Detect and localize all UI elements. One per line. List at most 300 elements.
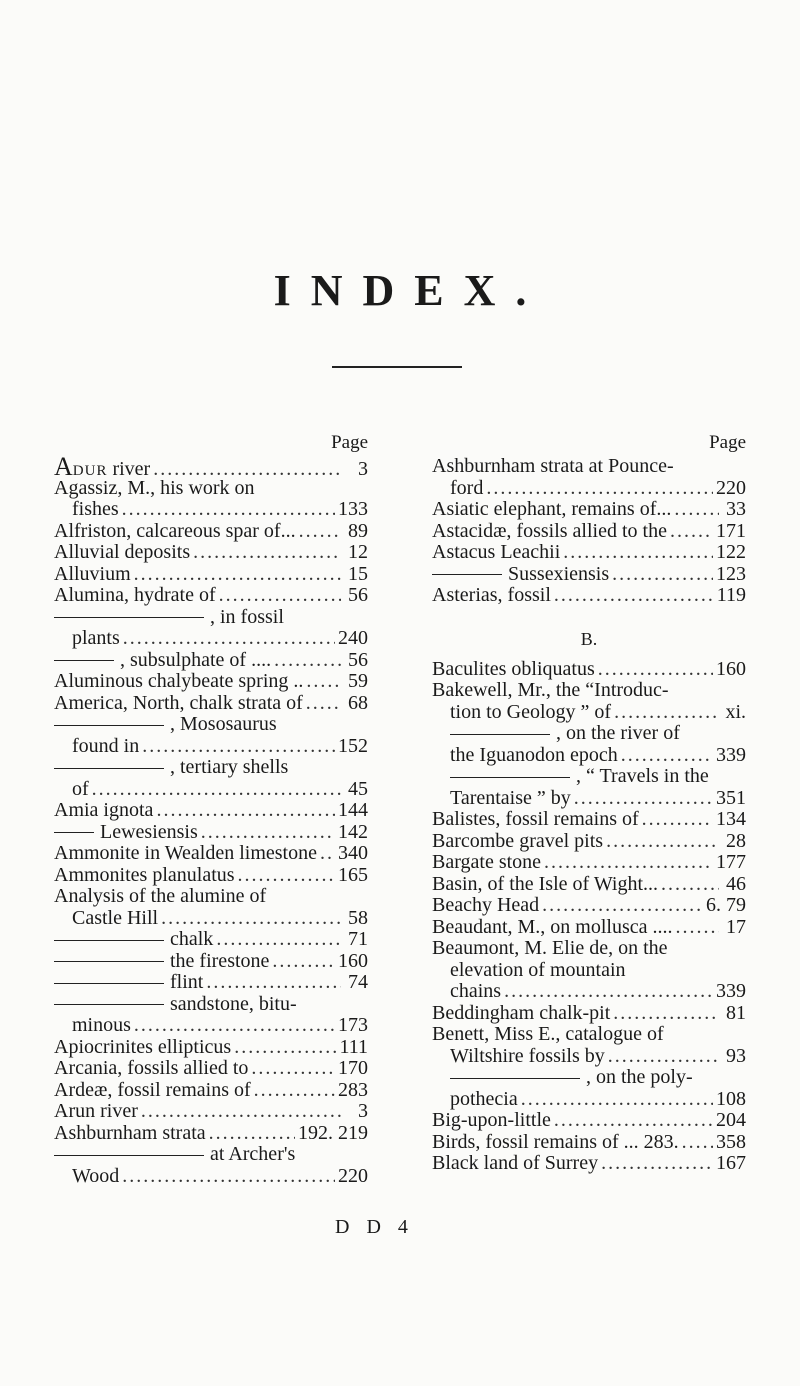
- index-entry: [54, 452, 368, 481]
- dot-leader: [676, 917, 719, 939]
- entry-text: [432, 564, 609, 586]
- entry-text: [432, 895, 539, 917]
- page-number: 122: [716, 541, 746, 563]
- entry-text: [54, 994, 297, 1016]
- page-number: 108: [716, 1087, 746, 1110]
- small-caps-word: DUR: [72, 463, 108, 479]
- dot-leader: [201, 822, 335, 844]
- entry-label: Ashburnham strata: [54, 1121, 206, 1144]
- dot-leader: [606, 831, 719, 853]
- index-entry: [432, 745, 746, 767]
- dot-leader: [206, 972, 341, 994]
- dot-leader: [123, 628, 335, 650]
- dot-leader: [614, 702, 719, 724]
- dot-leader: [92, 779, 341, 801]
- entry-label: Balistes, fossil remains of: [432, 808, 639, 830]
- entry-text: [72, 736, 139, 758]
- entry-text: [54, 929, 213, 951]
- dot-leader: [161, 908, 341, 930]
- entry-text: [54, 1123, 206, 1145]
- entry-label: Wood: [72, 1164, 120, 1187]
- index-entry: [54, 671, 368, 693]
- index-entry: [54, 1015, 368, 1037]
- entry-text: [432, 585, 551, 607]
- index-entry: [432, 542, 746, 564]
- entry-text: [72, 1166, 119, 1188]
- entry-text: [432, 1153, 598, 1175]
- dot-leader: [122, 1166, 335, 1188]
- ditto-dash: [450, 1078, 580, 1079]
- dot-leader: [238, 865, 335, 887]
- page-number: 119: [716, 584, 746, 606]
- index-entry: [54, 478, 368, 500]
- dot-leader: [142, 736, 335, 758]
- entry-label: plants: [72, 627, 120, 649]
- entry-label: Ashburnham strata at Pounce-: [432, 455, 674, 477]
- index-entry: [54, 1166, 368, 1188]
- entry-text: [450, 981, 501, 1003]
- page-number: 93: [726, 1044, 746, 1067]
- entry-label: Baculites obliquatus: [432, 657, 595, 680]
- ditto-dash: [54, 1155, 204, 1156]
- entry-text: [450, 766, 709, 788]
- page-number: 134: [716, 808, 746, 830]
- index-entry: [432, 1132, 746, 1154]
- entry-label: Amia ignota: [54, 799, 154, 821]
- page-number: 358: [716, 1130, 746, 1153]
- index-entry: [432, 981, 746, 1003]
- entry-label: Aluminous chalybeate spring ..: [54, 670, 304, 692]
- dot-leader: [251, 1058, 335, 1080]
- entry-label: Asterias, fossil: [432, 584, 551, 606]
- entry-text: [432, 521, 667, 543]
- index-entry: [54, 542, 368, 564]
- entry-text: [54, 1037, 231, 1059]
- entry-label: found in: [72, 734, 140, 757]
- entry-text: [54, 542, 190, 564]
- index-entry: [432, 1046, 746, 1068]
- page-number: 12: [348, 541, 368, 563]
- index-entry: [432, 564, 746, 586]
- entry-text: [54, 800, 153, 822]
- index-entry: [54, 1058, 368, 1080]
- index-entry: [54, 499, 368, 521]
- entry-label: Bakewell, Mr., the “Introduc-: [432, 679, 669, 701]
- dot-leader: [554, 585, 714, 607]
- index-entry: [54, 886, 368, 908]
- page-number: 171: [716, 519, 746, 542]
- ditto-dash: [54, 725, 164, 726]
- entry-label: Ammonites planulatus: [54, 863, 235, 886]
- page-number: 204: [716, 1109, 746, 1131]
- title-rule: [332, 366, 462, 368]
- section-heading-b: B.: [580, 628, 598, 649]
- page-number: 123: [716, 562, 746, 585]
- entry-text: [54, 650, 271, 672]
- entry-label: Benett, Miss E., catalogue of: [432, 1023, 664, 1045]
- index-entry: [54, 1144, 368, 1166]
- index-entry: [432, 499, 746, 521]
- entry-text: [432, 917, 673, 939]
- entry-label: Apiocrinites ellipticus: [54, 1035, 232, 1058]
- index-entry: [54, 564, 368, 586]
- entry-label: Beaudant, M., on mollusca ....: [432, 915, 673, 938]
- entry-text: [450, 788, 571, 810]
- entry-text: [450, 1067, 693, 1089]
- entry-label: Ammonite in Wealden limestone: [54, 842, 317, 864]
- entry-label: Astacus Leachii: [432, 541, 561, 563]
- dot-leader: [320, 843, 335, 865]
- entry-text: [54, 564, 131, 586]
- entry-text: [432, 456, 674, 478]
- entry-text: [432, 499, 671, 521]
- page-number: 165: [338, 863, 368, 886]
- entry-label: Black land of Surrey: [432, 1152, 599, 1174]
- entry-text: [432, 659, 595, 681]
- index-entry: [432, 831, 746, 853]
- page-number: 71: [348, 928, 368, 950]
- entry-label: Beaumont, M. Elie de, on the: [432, 937, 668, 959]
- entry-text: [54, 757, 288, 779]
- entry-text: [432, 831, 603, 853]
- index-entry: [432, 874, 746, 896]
- entry-label: Arcania, fossils allied to: [54, 1057, 249, 1079]
- page-number: 111: [339, 1035, 368, 1058]
- index-entry: [432, 680, 746, 702]
- entry-text: [54, 1058, 248, 1080]
- right-column: [432, 432, 746, 1175]
- entry-label: chains: [450, 980, 502, 1002]
- entry-label: sandstone, bitu-: [170, 992, 297, 1015]
- entry-text: [72, 499, 119, 521]
- ditto-dash: [54, 983, 164, 984]
- ditto-dash: [54, 768, 164, 769]
- page-number: 3: [358, 1100, 368, 1122]
- entry-text: [54, 1080, 251, 1102]
- index-entry: [54, 693, 368, 715]
- entry-text: [54, 822, 198, 844]
- entry-label: fishes: [72, 498, 119, 520]
- entry-label: Big-upon-little: [432, 1109, 551, 1131]
- entry-label: , Mososaurus: [170, 713, 277, 735]
- index-entry: [54, 843, 368, 865]
- index-entry: [54, 757, 368, 779]
- entry-text: [54, 1101, 138, 1123]
- index-entry: [54, 865, 368, 887]
- index-entry: [432, 917, 746, 939]
- entry-label: America, North, chalk strata of: [54, 691, 303, 714]
- page-number: 33: [726, 498, 746, 520]
- dot-leader: [563, 542, 713, 564]
- entry-text: [432, 680, 669, 702]
- dot-leader: [674, 499, 719, 521]
- index-entry: [54, 972, 368, 994]
- ditto-dash: [54, 660, 114, 661]
- entry-label: Agassiz, M., his work on: [54, 476, 255, 499]
- index-entry: [432, 456, 746, 478]
- index-entry: [432, 960, 746, 982]
- page-number: 3: [358, 458, 368, 480]
- page-number: 17: [726, 915, 746, 938]
- dot-leader: [254, 1080, 335, 1102]
- ditto-dash: [54, 832, 94, 833]
- index-entry: [432, 788, 746, 810]
- entry-label: Castle Hill: [72, 906, 159, 929]
- entry-label: Birds, fossil remains of ... 283.: [432, 1130, 679, 1153]
- dot-leader: [682, 1132, 713, 1154]
- ditto-dash: [54, 961, 164, 962]
- entry-text: [54, 478, 255, 500]
- entry-text: [432, 874, 658, 896]
- entry-label: Alfriston, calcareous spar of...: [54, 519, 296, 542]
- entry-text: [54, 693, 303, 715]
- index-entry: [54, 1037, 368, 1059]
- index-entry: [432, 766, 746, 788]
- entry-label: , “ Travels in the: [576, 765, 709, 787]
- dot-leader: [141, 1101, 341, 1123]
- page-number: 142: [338, 820, 368, 843]
- entry-text: [432, 1024, 664, 1046]
- left-column: [54, 432, 368, 1187]
- entry-text: [54, 714, 277, 736]
- entry-label: , in fossil: [210, 605, 284, 628]
- index-entry: [54, 994, 368, 1016]
- index-entry: [432, 1003, 746, 1025]
- index-entry: [432, 585, 746, 607]
- index-entry: [54, 1080, 368, 1102]
- page-number: 340: [338, 842, 368, 864]
- dot-leader: [209, 1123, 295, 1145]
- entry-label: elevation of mountain: [450, 958, 626, 981]
- entry-text: [432, 809, 639, 831]
- page-number: xi.: [725, 700, 746, 723]
- dot-leader: [661, 874, 719, 896]
- ditto-dash: [432, 574, 502, 575]
- page-number: 283: [338, 1078, 368, 1101]
- page-number: 160: [338, 949, 368, 972]
- page-number: 339: [716, 980, 746, 1002]
- ditto-dash: [54, 617, 204, 618]
- entry-label: , on the river of: [556, 722, 680, 744]
- index-entry: [54, 628, 368, 650]
- entry-label: Beddingham chalk-pit: [432, 1001, 611, 1024]
- entry-label: the Iguanodon epoch: [450, 743, 618, 766]
- entry-text: [72, 779, 89, 801]
- entry-text: [72, 908, 158, 930]
- index-entry: [54, 800, 368, 822]
- index-entry: [54, 714, 368, 736]
- entry-text: [450, 1046, 605, 1068]
- entry-text: [54, 585, 216, 607]
- entry-label: Basin, of the Isle of Wight...: [432, 872, 659, 895]
- page-number: 152: [338, 734, 368, 757]
- index-entry: [54, 908, 368, 930]
- page-number: 89: [348, 519, 368, 542]
- entry-label: Arun river: [54, 1100, 138, 1122]
- index-entry: [54, 779, 368, 801]
- page-column-header: Page: [709, 432, 746, 453]
- dot-leader: [122, 499, 335, 521]
- dot-leader: [504, 981, 713, 1003]
- page-number: 351: [716, 786, 746, 809]
- page-number: 56: [348, 584, 368, 606]
- index-entry: [54, 521, 368, 543]
- dot-leader: [601, 1153, 713, 1175]
- entry-label: Sussexiensis: [508, 562, 610, 585]
- dot-leader: [134, 564, 341, 586]
- entry-text: [432, 1110, 551, 1132]
- dot-leader: [574, 788, 713, 810]
- entry-label: Astacidæ, fossils allied to the: [432, 519, 667, 542]
- entry-text: [450, 1089, 518, 1111]
- entry-label: Ardeæ, fossil remains of: [54, 1078, 251, 1101]
- page-number: 339: [716, 743, 746, 766]
- entry-label: , tertiary shells: [170, 756, 289, 778]
- entry-text: [450, 960, 626, 982]
- index-entry: [54, 951, 368, 973]
- entry-text: [450, 702, 611, 724]
- dot-leader: [486, 478, 713, 500]
- page-number: 56: [348, 648, 368, 671]
- page-number: 170: [338, 1057, 368, 1079]
- page-number: 15: [348, 562, 368, 585]
- index-entry: [432, 659, 746, 681]
- index-entry: [432, 1024, 746, 1046]
- entry-text: [450, 478, 483, 500]
- dot-leader: [299, 521, 341, 543]
- page-number: 177: [716, 851, 746, 873]
- entry-text: [450, 745, 618, 767]
- dot-leader: [193, 542, 341, 564]
- entry-label: Barcombe gravel pits: [432, 829, 604, 852]
- entry-label: flint: [170, 971, 204, 993]
- page-number: 46: [726, 872, 746, 895]
- page-number: 220: [338, 1164, 368, 1187]
- entry-label: , on the poly-: [586, 1066, 693, 1088]
- index-entry: [54, 650, 368, 672]
- entry-label: Alluvium: [54, 562, 131, 585]
- right-entries-a: [432, 456, 746, 607]
- dot-leader: [219, 585, 341, 607]
- entry-text: [450, 723, 680, 745]
- entry-label: Asiatic elephant, remains of...: [432, 498, 672, 520]
- dot-leader: [642, 809, 713, 831]
- dot-leader: [306, 693, 341, 715]
- entry-label: Beachy Head: [432, 894, 540, 916]
- entry-label: Alumina, hydrate of: [54, 584, 216, 606]
- dot-leader: [134, 1015, 335, 1037]
- index-entry: [432, 852, 746, 874]
- dot-leader: [272, 951, 335, 973]
- entry-text: [432, 938, 668, 960]
- dot-leader: [670, 521, 713, 543]
- entry-text: [54, 865, 235, 887]
- index-entry: [54, 585, 368, 607]
- dot-leader: [234, 1037, 336, 1059]
- index-entry: [54, 929, 368, 951]
- page-column-header: Page: [331, 432, 368, 453]
- entry-text: [432, 1003, 610, 1025]
- entry-label: at Archer's: [210, 1143, 296, 1165]
- entry-label: tion to Geology ” of: [450, 700, 612, 723]
- index-entry: [432, 521, 746, 543]
- entry-text: [54, 972, 203, 994]
- dot-leader: [598, 659, 713, 681]
- entry-label: chalk: [170, 928, 214, 950]
- dot-leader: [608, 1046, 719, 1068]
- index-entry: [432, 938, 746, 960]
- dot-leader: [621, 745, 713, 767]
- page-number: 58: [348, 906, 368, 929]
- entry-label: river: [112, 458, 151, 480]
- dot-leader: [612, 564, 713, 586]
- page-number: 173: [338, 1014, 368, 1036]
- page-number: 144: [338, 799, 368, 821]
- page-number: 81: [726, 1001, 746, 1024]
- entry-text: [54, 671, 303, 693]
- entry-label: Bargate stone: [432, 851, 542, 873]
- entry-label: Tarentaise ” by: [450, 786, 571, 809]
- entry-text: [54, 607, 284, 629]
- entry-text: [432, 542, 560, 564]
- dot-leader: [274, 650, 341, 672]
- index-entry: [54, 736, 368, 758]
- page-number: 74: [348, 971, 368, 993]
- page-number: 68: [348, 691, 368, 714]
- index-title: INDEX.: [273, 266, 547, 315]
- index-entry: [432, 723, 746, 745]
- dot-leader: [521, 1089, 713, 1111]
- index-entry: [432, 809, 746, 831]
- page-number: 6. 79: [706, 894, 746, 916]
- index-entry: [54, 822, 368, 844]
- entry-label: , subsulphate of ....: [120, 648, 272, 671]
- entry-text: [72, 628, 120, 650]
- index-entry: [432, 1110, 746, 1132]
- right-entries-b: [432, 659, 746, 1175]
- index-entry: [54, 1101, 368, 1123]
- ditto-dash: [54, 940, 164, 941]
- entry-label: Wiltshire fossils by: [450, 1044, 605, 1067]
- entry-label: Analysis of the alumine of: [54, 885, 267, 907]
- entry-text: [72, 1015, 131, 1037]
- ditto-dash: [450, 777, 570, 778]
- dot-leader: [542, 895, 703, 917]
- entry-label: pothecia: [450, 1087, 518, 1110]
- entry-text: [54, 1144, 295, 1166]
- page-number: 192. 219: [298, 1121, 368, 1144]
- ditto-dash: [54, 1004, 164, 1005]
- entry-label: the firestone: [170, 949, 270, 972]
- dot-leader: [613, 1003, 719, 1025]
- drop-initial: A: [54, 452, 73, 481]
- entry-label: ford: [450, 476, 484, 499]
- page-number: 28: [726, 829, 746, 852]
- index-entry: [432, 1089, 746, 1111]
- index-entry: [54, 1123, 368, 1145]
- left-entries: [54, 452, 368, 1187]
- entry-label: of: [72, 777, 89, 800]
- page-number: 220: [716, 476, 746, 499]
- entry-text: [54, 843, 317, 865]
- page-number: 167: [716, 1152, 746, 1174]
- index-entry: [432, 1153, 746, 1175]
- page-number: 240: [338, 627, 368, 649]
- dot-leader: [216, 929, 341, 951]
- entry-label: minous: [72, 1014, 131, 1036]
- page-number: 45: [348, 777, 368, 800]
- page-number: 160: [716, 657, 746, 680]
